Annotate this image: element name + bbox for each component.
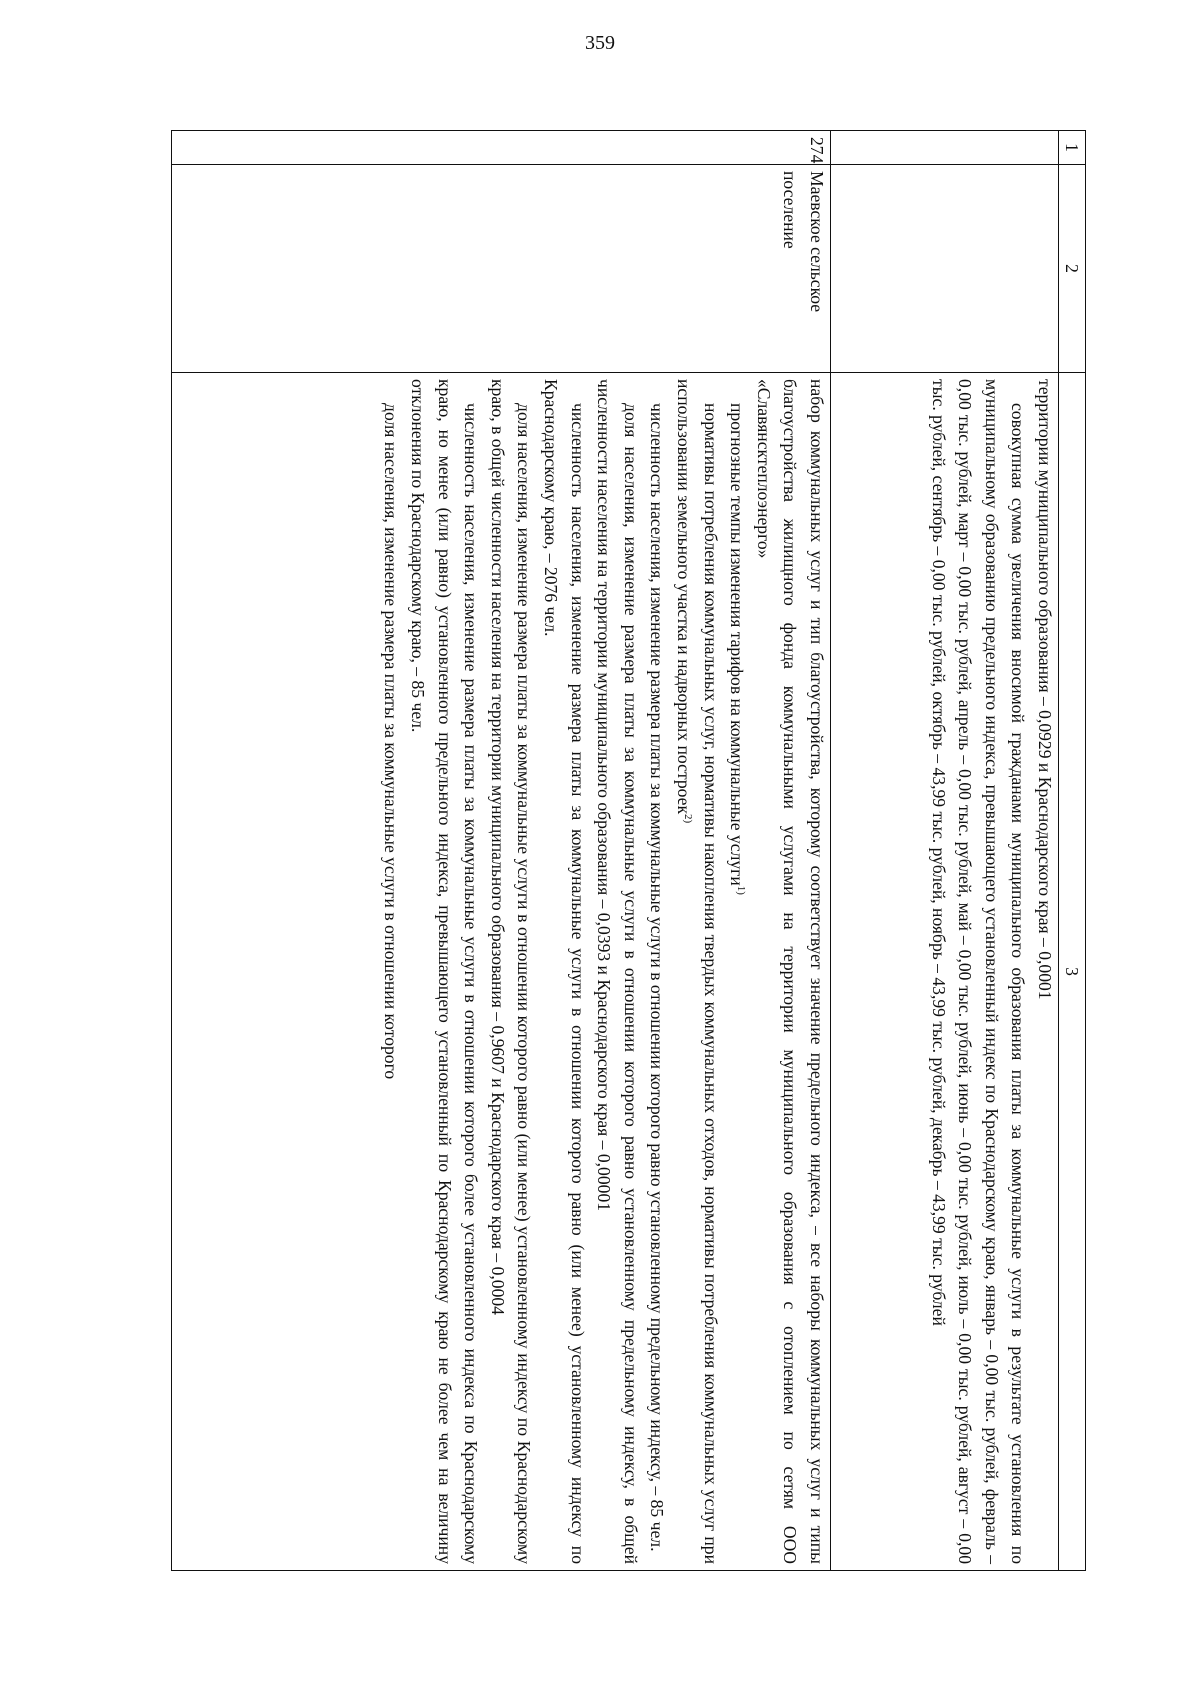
footnote-marker: 1) [735, 885, 748, 895]
row-description-cell [172, 373, 831, 1571]
row-number-cell [831, 131, 1059, 165]
paragraph: набор коммунальных услуг и тип благоустройства, которому соответствует значение предельного индекса, – все наборы коммунальных услуг и типы благоустройства жилищного фонда коммунальными услугами на территории муниципального образования с отоплением по сетям ООО «Славянсктеплоэнерго» [753, 379, 827, 1564]
paragraph: доля населения, изменение размера платы за коммунальные услуги в отношении которого равно (или менее) установленному индексу по Краснодарскому краю, в общей численности населения на территории муниципального образования – 0,9607 и Краснодарского края – 0,0004 [487, 379, 535, 1564]
paragraph: численность населения, изменение размера платы за коммунальные услуги в отношении которого равно установленному предельному индексу, – 85 чел. [647, 403, 668, 1552]
page-number: 359 [585, 32, 615, 54]
paragraph: доля населения, изменение размера платы за коммунальные услуги в отношении которого равно установленному предельному индексу, в общей численности населения на территории муниципального образования – 0,0393 и Краснодарского края – 0,00001 [594, 379, 641, 1564]
row-name-cell [831, 165, 1059, 373]
table-row [831, 131, 1059, 1571]
data-table [171, 130, 1086, 1571]
paragraph-text: прогнозные темпы изменения тарифов на коммунальные услуги [727, 403, 748, 886]
column-header-2: 2 [1059, 165, 1086, 373]
column-header-3: 3 [1059, 373, 1086, 1571]
row-name-cell: Маевское сельское поселение [172, 165, 831, 373]
paragraph: численность населения, изменение размера платы за коммунальные услуги в отношении которого более установленного индекса по Краснодарскому краю, но менее (или равно) установленного предельного индекса, превышающего установленный по Краснодарскому краю не более чем на величину отклонения по Краснодарскому краю, – 85 чел. [408, 379, 482, 1564]
paragraph [670, 379, 723, 1564]
paragraph: доля населения, изменение размера платы за коммунальные услуги в отношении которого [381, 403, 402, 1080]
table-row [172, 131, 831, 1571]
paragraph: совокупная сумма увеличения вносимой гражданами муниципального образования платы за коммунальные услуги в результате установления по муниципальному образованию предельного индекса, превышающего установленный индекс по Краснодарскому краю, январь – 0,00 тыс. рублей, февраль – 0,00 тыс. рублей, март – 0,00 тыс. рублей, апрель – 0,00 тыс. рублей, май – 0,00 тыс. рублей, июнь – 0,00 тыс. рублей, июль – 0,00 тыс. рублей, август – 0,00 тыс. рублей, сентябрь – 0,00 тыс. рублей, октябрь – 43,99 тыс. рублей, ноябрь – 43,99 тыс. рублей, декабрь – 43,99 тыс. рублей [928, 379, 1029, 1564]
row-number-cell: 274 [172, 131, 831, 165]
column-header-1: 1 [1059, 131, 1086, 165]
footnote-marker: 2) [681, 814, 694, 824]
paragraph: территории муниципального образования – 0,0929 и Краснодарского края – 0,0001 [1035, 379, 1055, 1000]
paragraph [724, 379, 751, 1564]
paragraph-text: нормативы потребления коммунальных услуг, нормативы накопления твердых коммунальных отходов, нормативы потребления коммунальных услуг при использовании земельного участка и надворных построек [674, 379, 721, 1564]
rotated-table-wrapper [171, 130, 1086, 1570]
row-description-cell [831, 373, 1059, 1571]
paragraph: численность населения, изменение размера платы за коммунальные услуги в отношении которого равно (или менее) установленному индексу по Краснодарскому краю, – 2076 чел. [541, 379, 588, 1564]
table-header-row [1059, 131, 1086, 1571]
